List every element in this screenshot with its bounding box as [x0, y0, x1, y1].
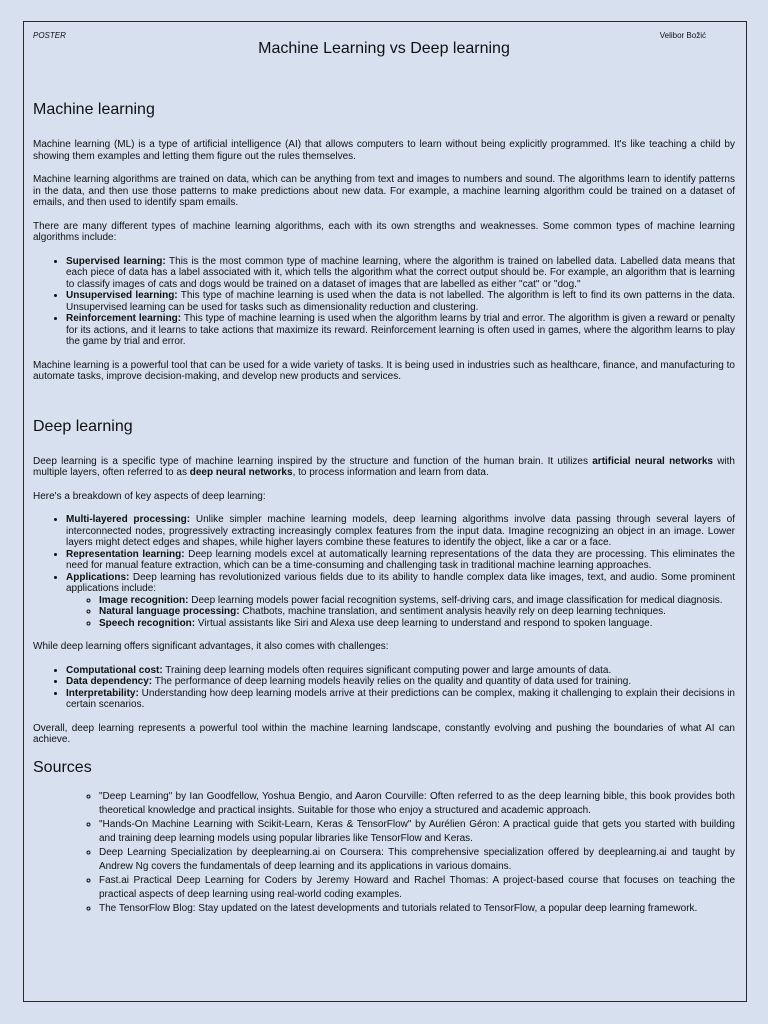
ml-types-list [33, 256, 735, 348]
dl-aspects-list [33, 514, 735, 629]
ml-paragraph: Machine learning (ML) is a type of artificial intelligence (AI) that allows computers to learn without being explicitly programmed. It's like teaching a child by showing them examples and letting them figure out the rules themselves. [33, 139, 735, 162]
dl-paragraph: While deep learning offers significant advantages, it also comes with challenges: [33, 641, 389, 652]
ml-paragraph: Machine learning is a powerful tool that can be used for a wide variety of tasks. It is being used in industries such as healthcare, finance, and manufacturing to automate tasks, improve decision-making, and develop new products and services. [33, 359, 735, 382]
list-item: ◦ Fast.ai Practical Deep Learning for Coders by Jeremy Howard and Rachel Thomas: A project-based course that focuses on teaching the practical aspects of deep learning using real-world coding examples. [99, 874, 735, 902]
dl-applications-list [66, 595, 735, 630]
list-item: ◦ "Deep Learning" by Ian Goodfellow, Yoshua Bengio, and Aaron Courville: Often referred to as the deep learning bible, this book provides both theoretical knowledge and practical insights. Suitable for those who enjoy a structured and academic approach. [99, 790, 735, 818]
author-name: Velibor Božić [659, 31, 706, 40]
list-item: ◦ Natural language processing: Chatbots, machine translation, and sentiment analysis heavily rely on deep learning techniques. [99, 606, 735, 618]
document-body [33, 100, 735, 928]
list-item: • Representation learning: Deep learning models excel at automatically learning representations of the data they are processing. This eliminates the need for manual feature extraction, which can be a time-consuming and challenging task in traditional machine learning approaches. [66, 549, 735, 572]
list-item: • Unsupervised learning: This type of machine learning is used when the data is not labelled. The algorithm is left to find its own patterns in the data. Unsupervised learning can be used for tasks such as dimensionality reduction and clustering. [66, 290, 735, 313]
list-item: • Reinforcement learning: This type of machine learning is used when the algorithm learns by trial and error. The algorithm is given a reward or penalty for its actions, and it learns to take actions that maximize its reward. Reinforcement learning is often used in games, where the algorithm learns to play the game by trial and error. [66, 313, 735, 348]
dl-challenges-list [33, 665, 735, 711]
list-item: ◦ Image recognition: Deep learning models power facial recognition systems, self-driving cars, and image classification for medical diagnosis. [99, 595, 735, 607]
page-title: Machine Learning vs Deep learning [258, 40, 510, 57]
list-item: • Applications: Deep learning has revolutionized various fields due to its ability to handle complex data like images, text, and audio. Some prominent applications include: ◦ Image recognition: Deep learning models power facial recognition systems, self-driving cars, and image classification for medical diagnosis. ◦ Natural language processing: Chatbots, machine translation, and sentiment analysis heavily rely on deep learning techniques. ◦ Speech recognition: Virtual assistants like Siri and Alexa use deep learning to understand and respond to spoken language. [66, 572, 735, 630]
dl-paragraph: Here's a breakdown of key aspects of deep learning: [33, 490, 266, 502]
ml-heading: Machine learning [33, 101, 155, 118]
dl-heading: Deep learning [33, 417, 133, 435]
list-item: ◦ The TensorFlow Blog: Stay updated on the latest developments and tutorials related to TensorFlow, a popular deep learning framework. [99, 902, 735, 916]
list-item: • Data dependency: The performance of deep learning models heavily relies on the quality and quantity of data used for training. [66, 676, 735, 688]
sources-list [33, 790, 735, 916]
list-item: ◦ "Hands-On Machine Learning with Scikit-Learn, Keras & TensorFlow" by Aurélien Géron: A practical guide that gets you started with building and training deep learning models using popular libraries like TensorFlow and Keras. [99, 818, 735, 846]
ml-paragraph: Machine learning algorithms are trained on data, which can be anything from text and images to numbers and sound. The algorithms learn to identify patterns in the data, and then use those patterns to make predictions about new data. For example, a machine learning algorithm could be trained on a dataset of emails, and then used to identify spam emails. [33, 174, 735, 208]
list-item: • Supervised learning: This is the most common type of machine learning, where the algorithm is trained on labelled data. Labelled data means that each piece of data has a label associated with it, which tells the algorithm what the correct output should be. For example, an algorithm that is learning to classify images of cats and dogs would be trained on a dataset of images that are labelled as either "cat" or "dog." [66, 256, 735, 291]
list-item: • Interpretability: Understanding how deep learning models arrive at their predictions can be complex, making it challenging to explain their decisions in certain scenarios. [66, 688, 735, 711]
poster-tag: POSTER [33, 31, 66, 40]
list-item: • Computational cost: Training deep learning models often requires significant computing power and large amounts of data. [66, 665, 735, 677]
ml-paragraph: There are many different types of machine learning algorithms, each with its own strengths and weaknesses. Some common types of machine learning algorithms include: [33, 220, 735, 243]
dl-intro: Deep learning is a specific type of machine learning inspired by the structure and function of the human brain. It utilizes artificial neural networks with multiple layers, often referred to as deep neural networks, to process information and learn from data. [33, 455, 735, 478]
list-item: ◦ Deep Learning Specialization by deeplearning.ai on Coursera: This comprehensive specialization offered by deeplearning.ai and taught by Andrew Ng covers the fundamentals of deep learning and its applications in various domains. [99, 846, 735, 874]
dl-paragraph: Overall, deep learning represents a powerful tool within the machine learning landscape, constantly evolving and pushing the boundaries of what AI can achieve. [33, 722, 735, 745]
sources-heading: Sources [33, 758, 92, 776]
list-item: ◦ Speech recognition: Virtual assistants like Siri and Alexa use deep learning to understand and respond to spoken language. [99, 618, 735, 630]
list-item: • Multi-layered processing: Unlike simpler machine learning models, deep learning algorithms involve data passing through several layers of interconnected nodes, progressively extracting increasingly complex features from the input data. Imagine recognizing an object in an image. Lower layers might detect edges and shapes, while higher layers combine these features to identify the object, like a car or a face. [66, 514, 735, 549]
